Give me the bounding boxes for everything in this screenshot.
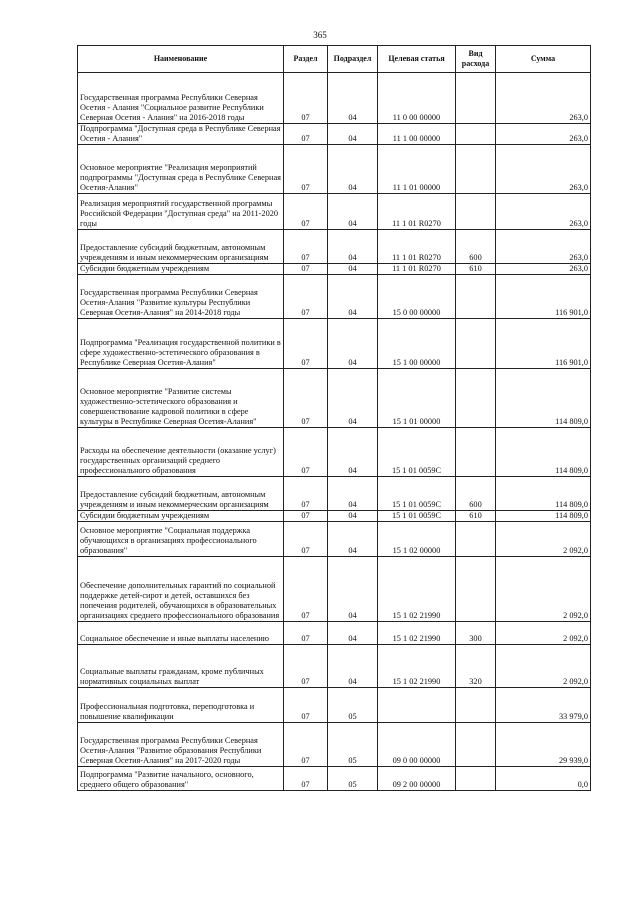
cell-target: 15 1 02 21990 [378, 645, 456, 688]
cell-subsection: 04 [328, 511, 378, 522]
table-row [78, 230, 591, 264]
cell-subsection: 04 [328, 557, 378, 622]
cell-type: 600 [456, 230, 496, 264]
cell-section: 07 [284, 264, 328, 275]
page-number: 365 [313, 30, 327, 40]
cell-type: 610 [456, 511, 496, 522]
cell-target: 09 0 00 00000 [378, 723, 456, 767]
cell-sum: 263,0 [496, 145, 591, 194]
cell-subsection: 04 [328, 645, 378, 688]
cell-section: 07 [284, 124, 328, 145]
cell-target [378, 688, 456, 723]
cell-type: 320 [456, 645, 496, 688]
cell-type: 610 [456, 264, 496, 275]
cell-name: Государственная программа Республики Северная Осетия - Алания "Социальное развитие Республики Северная Осетия - Алания" на 2016-2018 годы [78, 73, 284, 124]
table-row [78, 369, 591, 428]
table-row [78, 264, 591, 275]
cell-target: 11 1 01 00000 [378, 145, 456, 194]
cell-name: Подпрограмма "Реализация государственной политики в сфере художественно-эстетического образования в Республике Северная Осетия-Алания" [78, 319, 284, 369]
cell-section: 07 [284, 319, 328, 369]
table-row [78, 428, 591, 477]
cell-type [456, 275, 496, 319]
cell-section: 07 [284, 522, 328, 557]
cell-name: Подпрограмма "Доступная среда в Республике Северная Осетия - Алания" [78, 124, 284, 145]
cell-name: Государственная программа Республики Северная Осетия-Алания "Развитие культуры Республики Северная Осетия-Алания" на 2014-2018 годы [78, 275, 284, 319]
cell-sum: 2 092,0 [496, 522, 591, 557]
cell-sum: 2 092,0 [496, 645, 591, 688]
cell-name: Расходы на обеспечение деятельности (оказание услуг) государственных организаций среднего профессионального образования [78, 428, 284, 477]
cell-target: 11 1 01 R0270 [378, 194, 456, 230]
cell-target: 11 1 01 R0270 [378, 264, 456, 275]
table-row [78, 124, 591, 145]
cell-type [456, 73, 496, 124]
cell-section: 07 [284, 767, 328, 791]
cell-subsection: 05 [328, 723, 378, 767]
cell-subsection: 04 [328, 622, 378, 645]
cell-name: Предоставление субсидий бюджетным, автономным учреждениям и иным некоммерческим организациям [78, 230, 284, 264]
table-header-row [78, 46, 591, 73]
cell-target: 15 1 00 00000 [378, 319, 456, 369]
cell-name: Субсидии бюджетным учреждениям [78, 511, 284, 522]
cell-type [456, 124, 496, 145]
header-subsection: Подраздел [328, 46, 378, 73]
cell-section: 07 [284, 145, 328, 194]
cell-target: 11 1 01 R0270 [378, 230, 456, 264]
table-row [78, 319, 591, 369]
table-row [78, 622, 591, 645]
header-sum: Сумма [496, 46, 591, 73]
table-row [78, 73, 591, 124]
cell-type [456, 767, 496, 791]
cell-subsection: 04 [328, 369, 378, 428]
cell-subsection: 04 [328, 319, 378, 369]
cell-type [456, 319, 496, 369]
budget-table [77, 45, 591, 791]
table-row [78, 688, 591, 723]
cell-type [456, 145, 496, 194]
table-row [78, 723, 591, 767]
cell-sum: 263,0 [496, 73, 591, 124]
cell-sum: 263,0 [496, 124, 591, 145]
cell-name: Государственная программа Республики Северная Осетия-Алания "Развитие образования Республики Северная Осетия-Алания" на 2017-2020 годы [78, 723, 284, 767]
cell-sum: 2 092,0 [496, 557, 591, 622]
cell-type [456, 194, 496, 230]
cell-name: Основное мероприятие "Социальная поддержка обучающихся в организациях профессионального образования" [78, 522, 284, 557]
cell-section: 07 [284, 73, 328, 124]
cell-subsection: 04 [328, 522, 378, 557]
cell-type [456, 688, 496, 723]
cell-subsection: 05 [328, 767, 378, 791]
cell-subsection: 05 [328, 688, 378, 723]
cell-type [456, 428, 496, 477]
cell-section: 07 [284, 557, 328, 622]
cell-section: 07 [284, 645, 328, 688]
cell-section: 07 [284, 723, 328, 767]
cell-type: 300 [456, 622, 496, 645]
header-name: Наименование [78, 46, 284, 73]
cell-sum: 263,0 [496, 264, 591, 275]
cell-subsection: 04 [328, 145, 378, 194]
cell-sum: 114 809,0 [496, 428, 591, 477]
cell-section: 07 [284, 369, 328, 428]
cell-name: Основное мероприятие "Реализация мероприятий подпрограммы "Доступная среда в Республике Северная Осетия-Алания" [78, 145, 284, 194]
cell-target: 15 1 01 0059С [378, 428, 456, 477]
header-target: Целевая статья [378, 46, 456, 73]
cell-target: 15 1 02 21990 [378, 622, 456, 645]
cell-name: Предоставление субсидий бюджетным, автономным учреждениям и иным некоммерческим организациям [78, 477, 284, 511]
cell-section: 07 [284, 230, 328, 264]
cell-subsection: 04 [328, 428, 378, 477]
cell-sum: 263,0 [496, 194, 591, 230]
cell-target: 11 0 00 00000 [378, 73, 456, 124]
cell-type: 600 [456, 477, 496, 511]
cell-sum: 116 901,0 [496, 275, 591, 319]
cell-subsection: 04 [328, 264, 378, 275]
cell-section: 07 [284, 428, 328, 477]
cell-sum: 2 092,0 [496, 622, 591, 645]
table-row [78, 145, 591, 194]
cell-subsection: 04 [328, 73, 378, 124]
cell-sum: 114 809,0 [496, 511, 591, 522]
table-row [78, 767, 591, 791]
cell-section: 07 [284, 275, 328, 319]
cell-section: 07 [284, 194, 328, 230]
cell-sum: 29 939,0 [496, 723, 591, 767]
cell-section: 07 [284, 622, 328, 645]
cell-target: 15 0 00 00000 [378, 275, 456, 319]
cell-subsection: 04 [328, 275, 378, 319]
table-row [78, 477, 591, 511]
cell-type [456, 369, 496, 428]
cell-sum: 0,0 [496, 767, 591, 791]
header-section: Раздел [284, 46, 328, 73]
cell-type [456, 522, 496, 557]
cell-sum: 114 809,0 [496, 477, 591, 511]
cell-target: 15 1 02 00000 [378, 522, 456, 557]
table-row [78, 194, 591, 230]
cell-name: Субсидии бюджетным учреждениям [78, 264, 284, 275]
cell-target: 15 1 01 0059С [378, 477, 456, 511]
cell-target: 15 1 02 21990 [378, 557, 456, 622]
cell-name: Обеспечение дополнительных гарантий по социальной поддержке детей-сирот и детей, оставшихся без попечения родителей, обучающихся в образовательных организациях среднего профессионального образования [78, 557, 284, 622]
table-row [78, 522, 591, 557]
cell-section: 07 [284, 477, 328, 511]
table-row [78, 275, 591, 319]
cell-section: 07 [284, 688, 328, 723]
cell-name: Основное мероприятие "Развитие системы художественно-эстетического образования и совершенствование кадровой политики в сфере культуры в Республике Северная Осетия-Алания" [78, 369, 284, 428]
cell-sum: 263,0 [496, 230, 591, 264]
cell-sum: 33 979,0 [496, 688, 591, 723]
cell-name: Профессиональная подготовка, переподготовка и повышение квалификации [78, 688, 284, 723]
cell-target: 15 1 01 0059С [378, 511, 456, 522]
cell-type [456, 557, 496, 622]
cell-sum: 116 901,0 [496, 319, 591, 369]
cell-subsection: 04 [328, 477, 378, 511]
cell-name: Социальное обеспечение и иные выплаты населению [78, 622, 284, 645]
cell-target: 11 1 00 00000 [378, 124, 456, 145]
table-row [78, 511, 591, 522]
cell-target: 09 2 00 00000 [378, 767, 456, 791]
cell-name: Социальные выплаты гражданам, кроме публичных нормативных социальных выплат [78, 645, 284, 688]
table-row [78, 557, 591, 622]
cell-subsection: 04 [328, 194, 378, 230]
cell-subsection: 04 [328, 230, 378, 264]
cell-subsection: 04 [328, 124, 378, 145]
cell-type [456, 723, 496, 767]
cell-name: Реализация мероприятий государственной программы Российской Федерации "Доступная среда" на 2011-2020 годы [78, 194, 284, 230]
table-row [78, 645, 591, 688]
cell-name: Подпрограмма "Развитие начального, основного, среднего общего образования" [78, 767, 284, 791]
cell-section: 07 [284, 511, 328, 522]
cell-sum: 114 809,0 [496, 369, 591, 428]
header-type: Вид расхода [456, 46, 496, 73]
cell-target: 15 1 01 00000 [378, 369, 456, 428]
